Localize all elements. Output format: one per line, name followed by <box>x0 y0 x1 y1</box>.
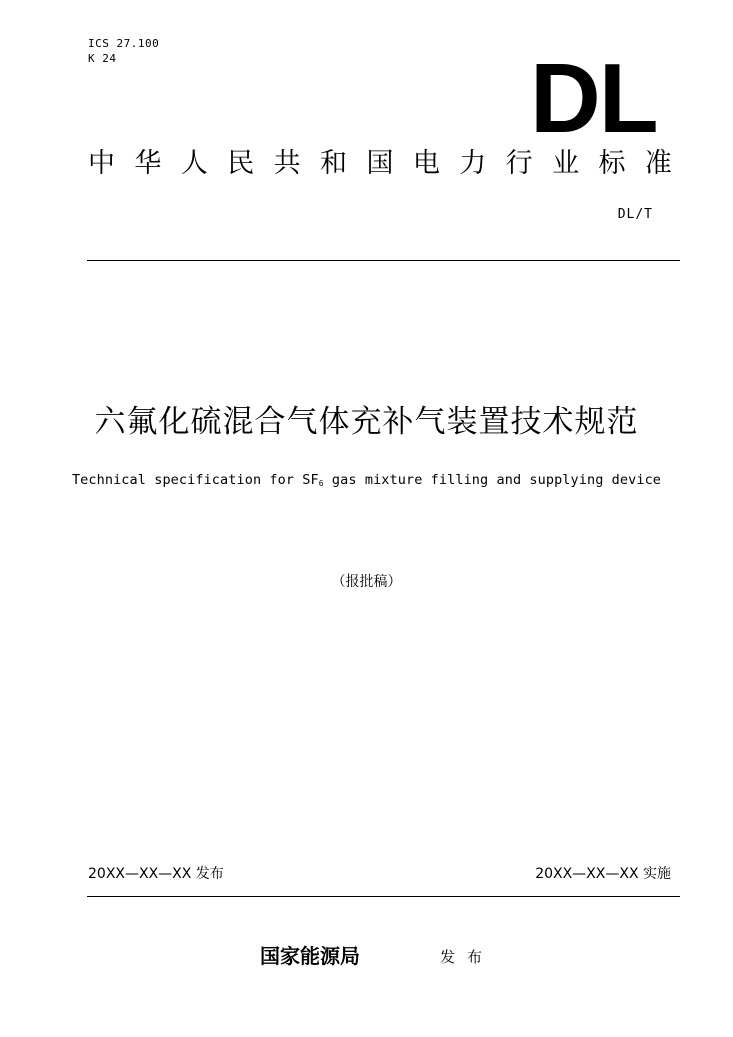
standard-number: DL/T <box>617 207 653 222</box>
document-title-en <box>0 470 733 494</box>
title-en-prefix: Technical specification for SF <box>71 472 319 488</box>
document-title-zh: 六氟化硫混合气体充补气装置技术规范 <box>94 404 639 440</box>
standard-category-char: 华 <box>134 148 162 179</box>
standard-category-char: 力 <box>459 148 487 179</box>
ccs-code: K 24 <box>88 52 117 65</box>
header-divider <box>87 260 680 261</box>
implementation-date: 20XX—XX—XX 实施 <box>535 866 671 882</box>
title-en-subscript: 6 <box>318 479 324 488</box>
standard-category-char: 和 <box>320 148 348 179</box>
title-en-suffix: gas mixture filling and supplying device <box>323 472 662 488</box>
draft-stage-label: （报批稿） <box>331 574 402 590</box>
standard-category-char: 行 <box>505 148 533 179</box>
release-date: 20XX—XX—XX 发布 <box>88 866 224 882</box>
issue-action: 发布 <box>440 948 495 966</box>
standard-category-char: 人 <box>180 148 208 179</box>
standard-category <box>88 147 672 181</box>
standard-category-char: 共 <box>273 148 301 179</box>
standard-category-char: 标 <box>598 148 626 179</box>
standard-category-char: 业 <box>552 148 580 179</box>
footer-divider <box>87 896 680 897</box>
issuing-authority: 国家能源局 <box>260 944 360 968</box>
dl-logo: DL <box>530 43 657 153</box>
standard-category-char: 国 <box>366 148 394 179</box>
standard-category-char: 电 <box>412 148 440 179</box>
standard-category-char: 准 <box>644 148 672 179</box>
classification-codes <box>88 36 159 66</box>
standard-category-char: 中 <box>88 148 115 179</box>
ics-code: ICS 27.100 <box>88 37 160 50</box>
standard-category-char: 民 <box>227 148 255 179</box>
